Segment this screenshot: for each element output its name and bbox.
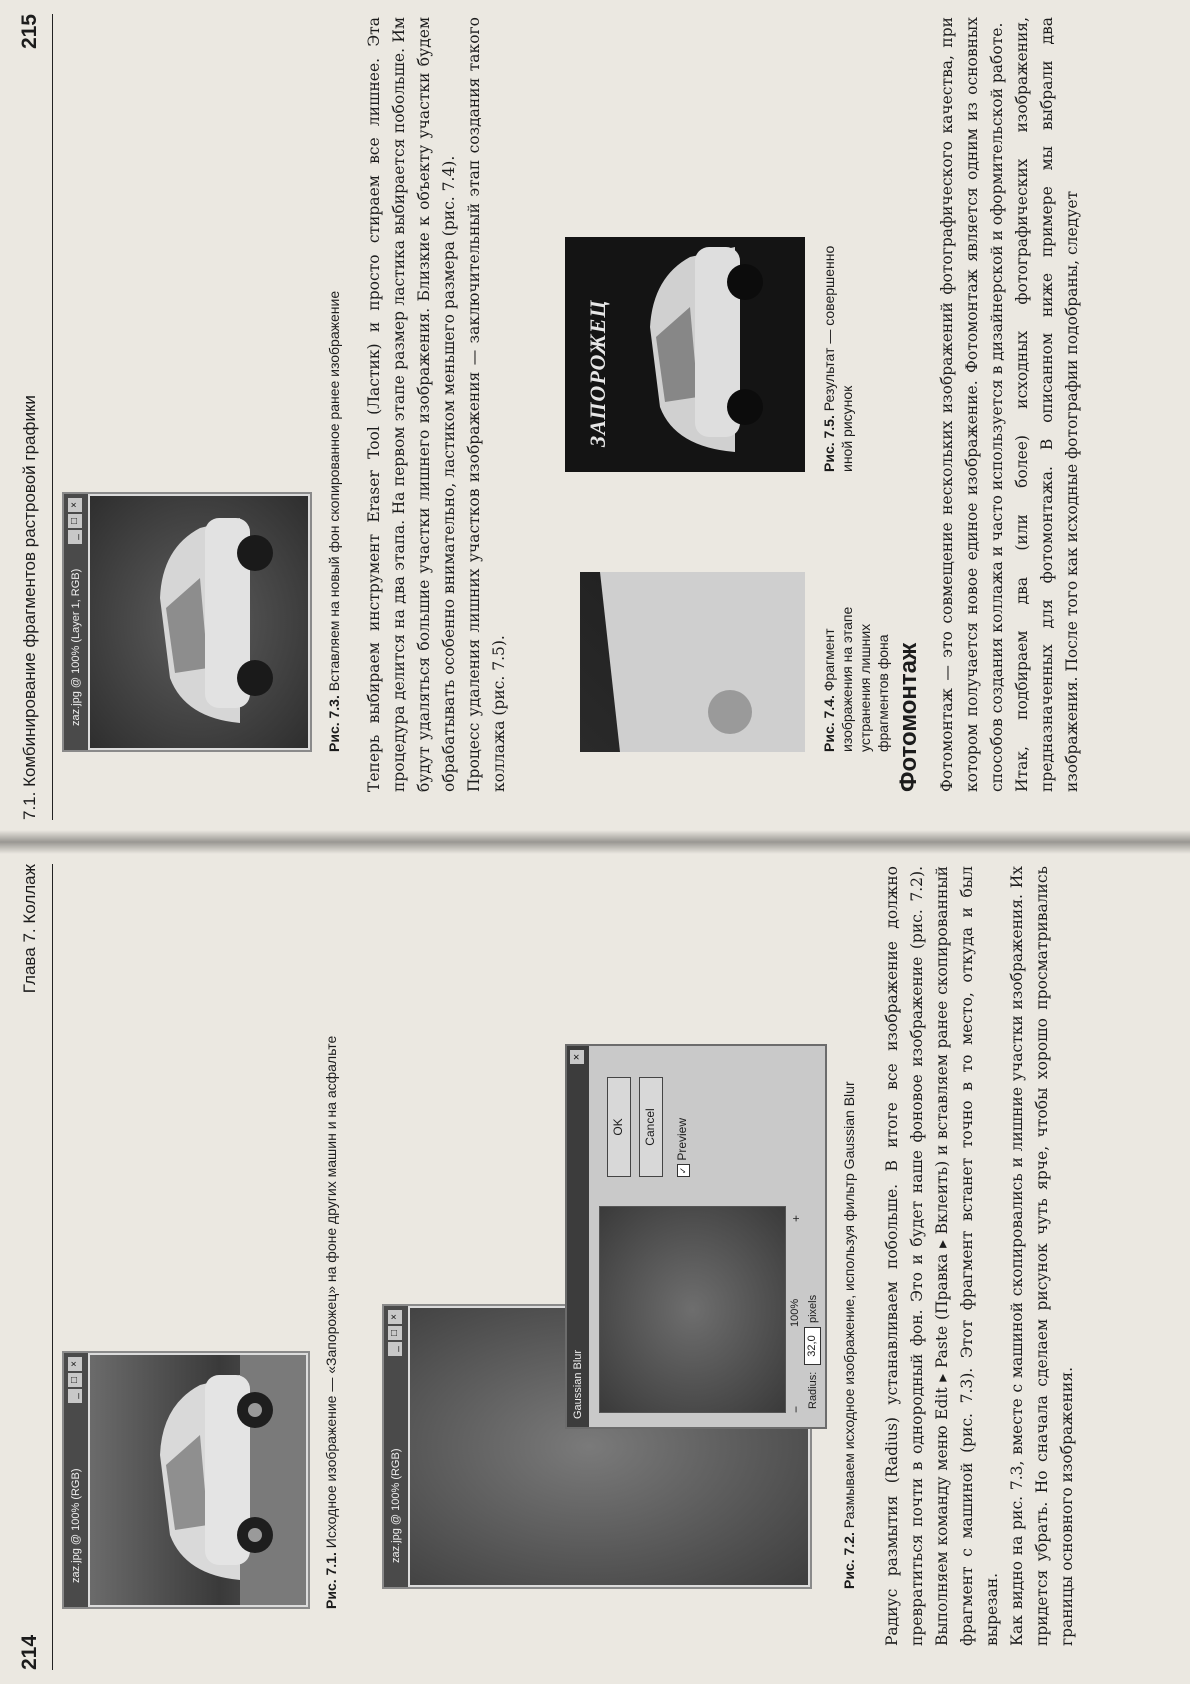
preview-area [599, 1206, 786, 1413]
photoshop-window [62, 492, 312, 752]
close-icon: × [68, 1357, 82, 1371]
paragraph: Фотомонтаж — это совмещение нескольких изображений фотографического качества, при котором получается новое единое изображение. Фотомонтаж является одним из основных способов создания коллажа и часто используется в дизайнерской и оформительской работе. [938, 17, 1006, 792]
window-controls [68, 498, 82, 544]
minimize-icon: _ [68, 1389, 82, 1403]
fragment-photo [580, 572, 805, 752]
window-titlebar [64, 494, 88, 750]
window-title: zaz.jpg @ 100% (RGB) [390, 1448, 402, 1563]
paragraph: Радиус размытия (Radius) устанавливаем побольше. В итоге все изображение должно превратиться почти в однородный фон. Это и будет наше фоновое изображение (рис. 7.2). Выполняем команду меню Edit ▸ Paste (Правка ▸ Вклеить) и вставляем ранее скопированный фрагмент с машиной (рис. 7.3). Этот фрагмент встанет точно в то место, откуда и был вырезан. [883, 866, 1001, 1646]
zoom-level: 100% [789, 1298, 801, 1327]
cancel-button[interactable]: Cancel [639, 1077, 663, 1177]
caption-text: Фрагмент изображения на этапе устранения лишних фрагментов фона [821, 606, 891, 752]
section-heading: Фотомонтаж [895, 642, 922, 792]
ok-button[interactable]: OK [607, 1077, 631, 1177]
window-titlebar [64, 1353, 88, 1607]
caption-text: Вставляем на новый фон скопированное ранее изображение [326, 290, 342, 692]
car-image [90, 1355, 306, 1605]
close-icon[interactable]: × [570, 1050, 584, 1064]
minimize-icon: _ [68, 530, 82, 544]
gaussian-blur-dialog [565, 1044, 827, 1429]
paragraph: Процесс удаления лишних участков изображения — заключительный этап создания такого коллажа (рис. 7.5). [465, 17, 508, 792]
caption-label: Рис. 7.3. [326, 695, 342, 752]
figure-caption [325, 52, 343, 752]
result-photo [565, 237, 805, 472]
zoom-in-icon[interactable]: + [789, 1214, 803, 1222]
page-number: 214 [18, 1634, 41, 1670]
figure-caption [840, 889, 858, 1589]
minimize-icon: _ [388, 1342, 402, 1356]
caption-text: Исходное изображение — «Запорожец» на фоне других машин и на асфальте [323, 1035, 339, 1549]
close-icon: × [68, 498, 82, 512]
radius-unit: pixels [807, 1294, 819, 1323]
paragraph: Теперь выбираем инструмент Eraser Tool (Ластик) и просто стираем все лишнее. Эта процедура делится на два этапа. На первом этапе размер ластика выбирается побольше. Им будут удаляться большие участки лишнего изображения. Близкие к объекту участки будем обрабатывать особенно внимательно, ластиком меньшего размера (рис. 7.4). [365, 17, 458, 792]
car-photo [90, 496, 308, 748]
window-title: zaz.jpg @ 100% (RGB) [70, 1468, 82, 1583]
running-header [10, 14, 53, 820]
zoom-out-icon[interactable]: − [789, 1405, 803, 1413]
window-titlebar [384, 1306, 408, 1587]
radius-label: Radius: [807, 1371, 819, 1409]
caption-label: Рис. 7.1. [323, 1552, 339, 1609]
radius-input[interactable]: 32,0 [804, 1327, 821, 1365]
paragraph: Итак, подбираем два (или более) исходных фотографических изображения, предназначенных для фотомонтажа. В описанном ниже примере мы выбрали два изображения. После того как исходные фотографии подобраны, следует [1013, 17, 1081, 792]
caption-text: Размываем исходное изображение, используя фильтр Gaussian Blur [841, 1081, 857, 1529]
car-photo [90, 1355, 306, 1605]
dialog-titlebar [567, 1046, 589, 1427]
caption-label: Рис. 7.2. [841, 1532, 857, 1589]
caption-label: Рис. 7.5. [821, 415, 837, 472]
maximize-icon: □ [388, 1326, 402, 1340]
body-text [362, 17, 512, 792]
page-number: 215 [18, 14, 41, 50]
running-title: Глава 7. Коллаж [20, 864, 39, 994]
car-fragment-image [580, 572, 805, 752]
figure-caption [322, 909, 340, 1609]
preview-label: Preview [675, 1117, 689, 1161]
window-controls [388, 1310, 402, 1356]
figure-caption [820, 552, 892, 752]
window-title: zaz.jpg @ 100% (Layer 1, RGB) [70, 568, 82, 726]
photoshop-window [62, 1351, 310, 1609]
preview-checkbox[interactable] [675, 1118, 690, 1177]
window-controls [68, 1357, 82, 1403]
dialog-title: Gaussian Blur [572, 1349, 584, 1419]
paragraph: Как видно на рис. 7.3, вместе с машиной скопировались и лишние участки изображения. Их придется убрать. Но сначала сделаем рисунок чуть ярче, чтобы хорошо просматривались границы основного изображения. [1008, 866, 1076, 1646]
running-header [10, 864, 53, 1670]
close-icon: × [388, 1310, 402, 1324]
body-text [880, 866, 1080, 1646]
running-title: 7.1. Комбинирование фрагментов растровой графики [20, 395, 39, 820]
body-text [935, 17, 1085, 792]
maximize-icon: □ [68, 1373, 82, 1387]
figure-caption [820, 232, 856, 472]
caption-label: Рис. 7.4. [821, 695, 837, 752]
car-image [90, 496, 308, 748]
left-page [0, 842, 1190, 1684]
checkmark-icon: ✓ [677, 1164, 690, 1177]
maximize-icon: □ [68, 514, 82, 528]
overlay-title: ЗАПОРОЖЕЦ [585, 299, 610, 447]
caption-text: Результат — совершенно иной рисунок [821, 245, 855, 472]
